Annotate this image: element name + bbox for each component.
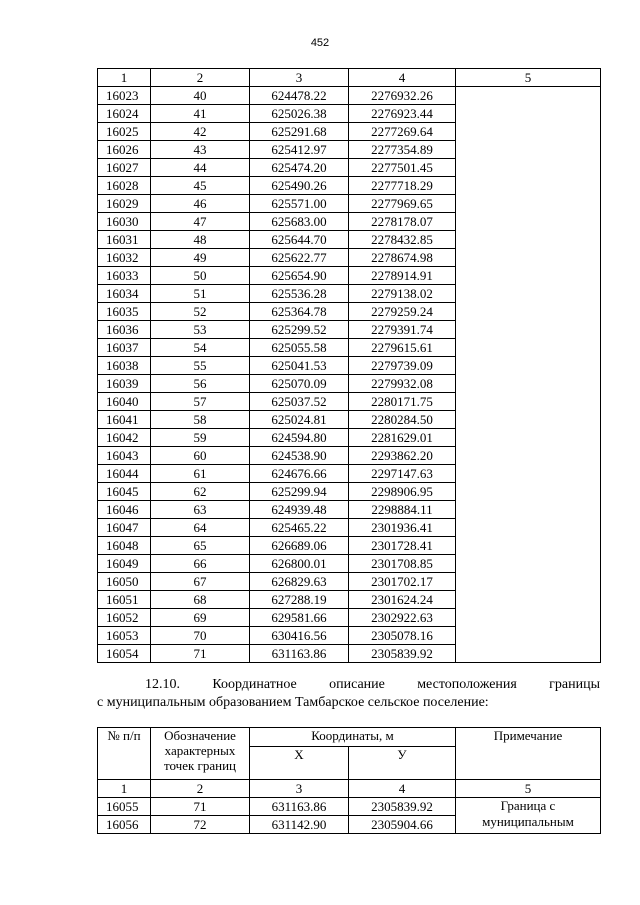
cell-point: 50 (151, 267, 250, 285)
cell-y: 2279138.02 (349, 285, 456, 303)
cell-y: 2277501.45 (349, 159, 456, 177)
cell-x: 625037.52 (250, 393, 349, 411)
cell-y: 2305839.92 (349, 645, 456, 663)
header-row (98, 69, 601, 87)
cell-point: 62 (151, 483, 250, 501)
page-number: 452 (310, 37, 330, 49)
cell-num: 16038 (98, 357, 151, 375)
cell-y: 2301702.17 (349, 573, 456, 591)
cell-x: 624676.66 (250, 465, 349, 483)
cell-x: 625291.68 (250, 123, 349, 141)
cell-x: 624594.80 (250, 429, 349, 447)
section-heading-line2: с муниципальным образованием Тамбарское сельское поселение: (97, 695, 489, 710)
cell-point: 53 (151, 321, 250, 339)
cell-x: 625041.53 (250, 357, 349, 375)
cell-point: 52 (151, 303, 250, 321)
cell-num: 16049 (98, 555, 151, 573)
heading-word: местоположения (417, 677, 517, 692)
cell-y: 2305839.92 (349, 798, 456, 816)
cell-point: 63 (151, 501, 250, 519)
cell-num: 16039 (98, 375, 151, 393)
cell-x: 625622.77 (250, 249, 349, 267)
cell-x: 631142.90 (250, 816, 349, 834)
cell-num: 16026 (98, 141, 151, 159)
cell-num: 16031 (98, 231, 151, 249)
cell-y: 2281629.01 (349, 429, 456, 447)
cell-num: 16042 (98, 429, 151, 447)
cell-point: 46 (151, 195, 250, 213)
cell-num: 16036 (98, 321, 151, 339)
cell-point: 48 (151, 231, 250, 249)
cell-point: 44 (151, 159, 250, 177)
cell-y: 2278914.91 (349, 267, 456, 285)
header-note: Примечание (456, 728, 601, 780)
cell-x: 625683.00 (250, 213, 349, 231)
cell-point: 66 (151, 555, 250, 573)
cell-y: 2293862.20 (349, 447, 456, 465)
index-cell: 5 (456, 780, 601, 798)
index-row (98, 780, 601, 798)
cell-y: 2298906.95 (349, 483, 456, 501)
cell-note: Граница с муниципальным (456, 798, 601, 834)
cell-num: 16041 (98, 411, 151, 429)
header-num: № п/п (98, 728, 151, 780)
cell-x: 625070.09 (250, 375, 349, 393)
cell-x: 625299.52 (250, 321, 349, 339)
heading-word: описание (329, 677, 385, 692)
header-cell: 2 (151, 69, 250, 87)
cell-num: 16045 (98, 483, 151, 501)
index-cell: 4 (349, 780, 456, 798)
cell-point: 61 (151, 465, 250, 483)
cell-point: 49 (151, 249, 250, 267)
coordinates-table-tambarskoe (97, 727, 601, 834)
cell-point: 42 (151, 123, 250, 141)
cell-point: 40 (151, 87, 250, 105)
cell-point: 41 (151, 105, 250, 123)
cell-num: 16035 (98, 303, 151, 321)
cell-y: 2298884.11 (349, 501, 456, 519)
cell-num: 16028 (98, 177, 151, 195)
cell-point: 57 (151, 393, 250, 411)
cell-y: 2276923.44 (349, 105, 456, 123)
cell-num: 16040 (98, 393, 151, 411)
cell-x: 626689.06 (250, 537, 349, 555)
section-number: 12.10. (145, 677, 180, 692)
cell-point: 67 (151, 573, 250, 591)
cell-x: 625364.78 (250, 303, 349, 321)
cell-x: 627288.19 (250, 591, 349, 609)
cell-y: 2279739.09 (349, 357, 456, 375)
cell-x: 625465.22 (250, 519, 349, 537)
cell-num: 16024 (98, 105, 151, 123)
cell-num: 16023 (98, 87, 151, 105)
cell-x: 624478.22 (250, 87, 349, 105)
cell-num: 16051 (98, 591, 151, 609)
section-heading-line1 (97, 676, 600, 694)
cell-num: 16044 (98, 465, 151, 483)
cell-point: 55 (151, 357, 250, 375)
cell-y: 2280284.50 (349, 411, 456, 429)
cell-num: 16048 (98, 537, 151, 555)
cell-y: 2277718.29 (349, 177, 456, 195)
cell-num: 16037 (98, 339, 151, 357)
cell-x: 624939.48 (250, 501, 349, 519)
cell-num: 16029 (98, 195, 151, 213)
cell-x: 625490.26 (250, 177, 349, 195)
cell-point: 43 (151, 141, 250, 159)
cell-num: 16025 (98, 123, 151, 141)
cell-x: 624538.90 (250, 447, 349, 465)
header-cell: 1 (98, 69, 151, 87)
cell-num: 16030 (98, 213, 151, 231)
cell-x: 625644.70 (250, 231, 349, 249)
cell-point: 54 (151, 339, 250, 357)
cell-y: 2279615.61 (349, 339, 456, 357)
cell-x: 631163.86 (250, 798, 349, 816)
cell-point: 45 (151, 177, 250, 195)
cell-num: 16056 (98, 816, 151, 834)
cell-x: 625412.97 (250, 141, 349, 159)
cell-num: 16053 (98, 627, 151, 645)
cell-y: 2301936.41 (349, 519, 456, 537)
heading-word: границы (549, 677, 600, 692)
index-cell: 2 (151, 780, 250, 798)
cell-point: 60 (151, 447, 250, 465)
cell-note-empty (456, 87, 601, 663)
table-row (98, 87, 601, 105)
cell-point: 71 (151, 645, 250, 663)
cell-y: 2279932.08 (349, 375, 456, 393)
cell-num: 16052 (98, 609, 151, 627)
index-cell: 3 (250, 780, 349, 798)
header-x: Х (250, 747, 349, 780)
header-cell: 5 (456, 69, 601, 87)
cell-point: 72 (151, 816, 250, 834)
cell-point: 59 (151, 429, 250, 447)
cell-y: 2305078.16 (349, 627, 456, 645)
cell-point: 56 (151, 375, 250, 393)
cell-x: 630416.56 (250, 627, 349, 645)
cell-x: 625654.90 (250, 267, 349, 285)
header-cell: 4 (349, 69, 456, 87)
cell-num: 16027 (98, 159, 151, 177)
cell-point: 47 (151, 213, 250, 231)
cell-x: 625299.94 (250, 483, 349, 501)
cell-num: 16047 (98, 519, 151, 537)
table-row (98, 798, 601, 816)
cell-point: 70 (151, 627, 250, 645)
cell-num: 16050 (98, 573, 151, 591)
cell-num: 16034 (98, 285, 151, 303)
cell-num: 16046 (98, 501, 151, 519)
cell-y: 2280171.75 (349, 393, 456, 411)
cell-x: 629581.66 (250, 609, 349, 627)
cell-y: 2301708.85 (349, 555, 456, 573)
cell-y: 2302922.63 (349, 609, 456, 627)
header-coordinates: Координаты, м (250, 728, 456, 747)
cell-point: 68 (151, 591, 250, 609)
cell-x: 625024.81 (250, 411, 349, 429)
cell-x: 625536.28 (250, 285, 349, 303)
cell-x: 625474.20 (250, 159, 349, 177)
cell-num: 16033 (98, 267, 151, 285)
cell-point: 69 (151, 609, 250, 627)
cell-point: 64 (151, 519, 250, 537)
header-designation: Обозначение характерных точек границ (151, 728, 250, 780)
cell-point: 65 (151, 537, 250, 555)
cell-num: 16055 (98, 798, 151, 816)
heading-word: Координатное (212, 677, 297, 692)
cell-point: 71 (151, 798, 250, 816)
cell-y: 2277354.89 (349, 141, 456, 159)
cell-x: 625571.00 (250, 195, 349, 213)
cell-x: 626800.01 (250, 555, 349, 573)
cell-y: 2277269.64 (349, 123, 456, 141)
cell-point: 58 (151, 411, 250, 429)
coordinates-table-continued (97, 68, 601, 663)
cell-y: 2278178.07 (349, 213, 456, 231)
header-y: У (349, 747, 456, 780)
cell-num: 16032 (98, 249, 151, 267)
cell-y: 2297147.63 (349, 465, 456, 483)
cell-point: 51 (151, 285, 250, 303)
cell-y: 2278432.85 (349, 231, 456, 249)
cell-y: 2278674.98 (349, 249, 456, 267)
cell-x: 625055.58 (250, 339, 349, 357)
cell-y: 2277969.65 (349, 195, 456, 213)
index-cell: 1 (98, 780, 151, 798)
cell-num: 16054 (98, 645, 151, 663)
cell-x: 631163.86 (250, 645, 349, 663)
cell-y: 2279391.74 (349, 321, 456, 339)
cell-x: 626829.63 (250, 573, 349, 591)
cell-y: 2301624.24 (349, 591, 456, 609)
cell-y: 2305904.66 (349, 816, 456, 834)
cell-y: 2301728.41 (349, 537, 456, 555)
header-cell: 3 (250, 69, 349, 87)
cell-y: 2279259.24 (349, 303, 456, 321)
cell-y: 2276932.26 (349, 87, 456, 105)
cell-x: 625026.38 (250, 105, 349, 123)
cell-num: 16043 (98, 447, 151, 465)
